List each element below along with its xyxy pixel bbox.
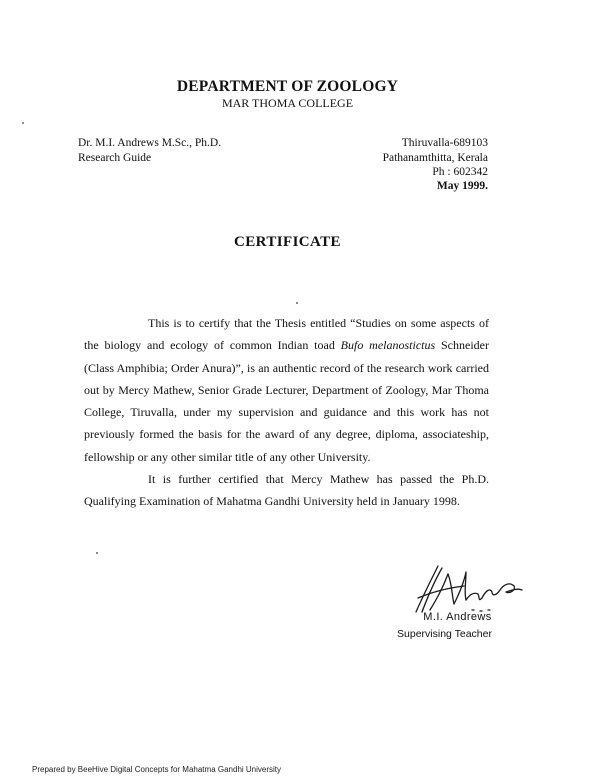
issue-date: May 1999. bbox=[436, 180, 488, 192]
certificate-title: CERTIFICATE bbox=[234, 234, 341, 250]
certificate-paragraph-2: It is further certified that Mercy Mathew has passed the Ph.D. Qualifying Examination of Mahatma Gandhi University held in January 1998. bbox=[84, 472, 489, 509]
paragraph-1-text-b: Schneider (Class Amphibia; Order Anura)”, is an authentic record of the research work carried out by Mercy Mathew, Senior Grade Lecturer, Department of Zoology, Mar Thoma College, Tiruvalla, under my supervision and guidance and this work has not previously formed the basis for the award of any degree, diploma, associateship, fellowship or any other similar title of any other University. bbox=[84, 338, 489, 464]
department-heading: DEPARTMENT OF ZOOLOGY bbox=[176, 78, 399, 95]
signatory-title: Supervising Teacher bbox=[397, 628, 492, 640]
certificate-body bbox=[84, 312, 489, 513]
address-line-city: Thiruvalla-689103 bbox=[401, 137, 488, 149]
scan-speck bbox=[22, 122, 24, 124]
signatory-name: M.I. Andrews bbox=[423, 611, 492, 623]
guide-name: Dr. M.I. Andrews M.Sc., Ph.D. bbox=[78, 137, 222, 149]
paragraph-1-text-a: This is to certify that the Thesis entitled “Studies on some aspects of the biology and ecology of common Indian toad bbox=[84, 316, 489, 353]
phone-number: Ph : 602342 bbox=[432, 166, 488, 178]
address-line-district: Pathanamthitta, Kerala bbox=[382, 152, 488, 164]
college-name: MAR THOMA COLLEGE bbox=[221, 96, 354, 110]
scan-speck bbox=[96, 552, 98, 554]
certificate-paragraph-1 bbox=[84, 312, 489, 468]
guide-role: Research Guide bbox=[78, 152, 152, 164]
scan-speck bbox=[296, 302, 298, 304]
species-name: Bufo melanostictus bbox=[340, 338, 436, 353]
footer-credit: Prepared by BeeHive Digital Concepts for Mahatma Gandhi University bbox=[32, 765, 282, 774]
signature-icon bbox=[408, 560, 528, 616]
